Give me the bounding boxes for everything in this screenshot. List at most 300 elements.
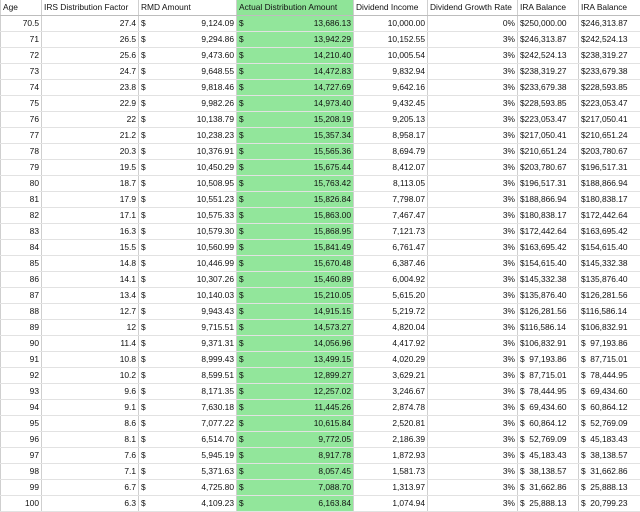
cell-ira-balance-start[interactable]: $ 78,444.95: [518, 384, 579, 400]
cell-actual-distribution[interactable]: [237, 384, 354, 400]
cell-actual-distribution[interactable]: [237, 48, 354, 64]
amount-value: 10,560.99: [197, 240, 234, 255]
cell-irs-factor[interactable]: 9.6: [42, 384, 139, 400]
cell-irs-factor[interactable]: 16.3: [42, 224, 139, 240]
amount-value: 4,725.80: [201, 480, 234, 495]
cell-irs-factor[interactable]: 6.7: [42, 480, 139, 496]
cell-age[interactable]: 81: [1, 192, 42, 208]
currency-symbol: $: [141, 176, 146, 191]
cell-irs-factor[interactable]: 25.6: [42, 48, 139, 64]
cell-irs-factor[interactable]: 24.7: [42, 64, 139, 80]
cell-rmd-amount[interactable]: [139, 272, 237, 288]
cell-ira-balance-end[interactable]: $246,313.87: [579, 16, 640, 32]
cell-dividend-income[interactable]: 10,152.55: [354, 32, 428, 48]
cell-rmd-amount[interactable]: [139, 208, 237, 224]
cell-dividend-growth-rate[interactable]: 3%: [428, 240, 518, 256]
cell-ira-balance-end[interactable]: $238,319.27: [579, 48, 640, 64]
cell-rmd-amount[interactable]: [139, 128, 237, 144]
cell-ira-balance-end[interactable]: $116,586.14: [579, 304, 640, 320]
cell-dividend-growth-rate[interactable]: 3%: [428, 464, 518, 480]
cell-rmd-amount[interactable]: [139, 384, 237, 400]
cell-actual-distribution[interactable]: [237, 160, 354, 176]
amount-value: 4,109.23: [201, 496, 234, 511]
cell-actual-distribution[interactable]: [237, 320, 354, 336]
cell-actual-distribution[interactable]: [237, 304, 354, 320]
cell-ira-balance-start[interactable]: $116,586.14: [518, 320, 579, 336]
cell-age[interactable]: 73: [1, 64, 42, 80]
cell-actual-distribution[interactable]: [237, 464, 354, 480]
cell-dividend-growth-rate[interactable]: 3%: [428, 480, 518, 496]
cell-ira-balance-end[interactable]: $163,695.42: [579, 224, 640, 240]
cell-age[interactable]: 89: [1, 320, 42, 336]
currency-symbol: $: [141, 384, 146, 399]
cell-irs-factor[interactable]: 7.6: [42, 448, 139, 464]
cell-actual-distribution[interactable]: [237, 144, 354, 160]
cell-irs-factor[interactable]: 13.4: [42, 288, 139, 304]
cell-actual-distribution[interactable]: [237, 64, 354, 80]
cell-dividend-growth-rate[interactable]: 3%: [428, 160, 518, 176]
header-dividend-growth-rate[interactable]: Dividend Growth Rate: [428, 0, 518, 16]
cell-irs-factor[interactable]: 19.5: [42, 160, 139, 176]
cell-dividend-income[interactable]: 2,520.81: [354, 416, 428, 432]
cell-age[interactable]: 95: [1, 416, 42, 432]
cell-dividend-growth-rate[interactable]: 3%: [428, 208, 518, 224]
cell-irs-factor[interactable]: 23.8: [42, 80, 139, 96]
cell-irs-factor[interactable]: 17.1: [42, 208, 139, 224]
cell-rmd-amount[interactable]: [139, 64, 237, 80]
cell-age[interactable]: 72: [1, 48, 42, 64]
cell-rmd-amount[interactable]: [139, 96, 237, 112]
cell-actual-distribution[interactable]: [237, 368, 354, 384]
amount-value: 6,514.70: [201, 432, 234, 447]
cell-actual-distribution[interactable]: [237, 416, 354, 432]
cell-ira-balance-start[interactable]: $246,313.87: [518, 32, 579, 48]
currency-symbol: $: [141, 336, 146, 351]
cell-dividend-growth-rate[interactable]: 3%: [428, 176, 518, 192]
amount-value: 9,648.55: [201, 64, 234, 79]
cell-rmd-amount[interactable]: [139, 224, 237, 240]
cell-age[interactable]: 83: [1, 224, 42, 240]
cell-actual-distribution[interactable]: [237, 240, 354, 256]
cell-dividend-growth-rate[interactable]: 3%: [428, 224, 518, 240]
cell-actual-distribution[interactable]: [237, 192, 354, 208]
amount-value: 14,973.40: [314, 96, 351, 111]
cell-dividend-income[interactable]: 1,313.97: [354, 480, 428, 496]
cell-actual-distribution[interactable]: [237, 400, 354, 416]
cell-age[interactable]: 75: [1, 96, 42, 112]
cell-ira-balance-end[interactable]: $242,524.13: [579, 32, 640, 48]
cell-ira-balance-end[interactable]: $ 25,888.13: [579, 480, 640, 496]
currency-symbol: $: [141, 16, 146, 31]
cell-ira-balance-start[interactable]: $ 25,888.13: [518, 496, 579, 512]
cell-rmd-amount[interactable]: [139, 48, 237, 64]
cell-ira-balance-start[interactable]: $223,053.47: [518, 112, 579, 128]
header-age[interactable]: Age: [1, 0, 42, 16]
cell-ira-balance-start[interactable]: $145,332.38: [518, 272, 579, 288]
cell-age[interactable]: 98: [1, 464, 42, 480]
cell-ira-balance-end[interactable]: $172,442.64: [579, 208, 640, 224]
cell-irs-factor[interactable]: 20.3: [42, 144, 139, 160]
cell-dividend-growth-rate[interactable]: 3%: [428, 32, 518, 48]
cell-ira-balance-start[interactable]: $126,281.56: [518, 304, 579, 320]
cell-ira-balance-end[interactable]: $ 38,138.57: [579, 448, 640, 464]
cell-rmd-amount[interactable]: [139, 304, 237, 320]
table-row: [1, 400, 640, 416]
currency-symbol: $: [141, 208, 146, 223]
cell-dividend-income[interactable]: 5,615.20: [354, 288, 428, 304]
cell-ira-balance-start[interactable]: $238,319.27: [518, 64, 579, 80]
cell-dividend-income[interactable]: 1,872.93: [354, 448, 428, 464]
cell-actual-distribution[interactable]: [237, 272, 354, 288]
cell-rmd-amount[interactable]: [139, 432, 237, 448]
cell-dividend-growth-rate[interactable]: 3%: [428, 336, 518, 352]
cell-rmd-amount[interactable]: [139, 16, 237, 32]
cell-rmd-amount[interactable]: [139, 368, 237, 384]
amount-value: 14,056.96: [314, 336, 351, 351]
cell-actual-distribution[interactable]: [237, 112, 354, 128]
amount-value: 15,763.42: [314, 176, 351, 191]
cell-rmd-amount[interactable]: [139, 80, 237, 96]
cell-dividend-income[interactable]: 3,246.67: [354, 384, 428, 400]
cell-irs-factor[interactable]: 8.6: [42, 416, 139, 432]
cell-dividend-growth-rate[interactable]: 3%: [428, 112, 518, 128]
cell-actual-distribution[interactable]: [237, 224, 354, 240]
cell-dividend-growth-rate[interactable]: 3%: [428, 384, 518, 400]
cell-dividend-income[interactable]: 7,798.07: [354, 192, 428, 208]
cell-ira-balance-end[interactable]: $135,876.40: [579, 272, 640, 288]
cell-ira-balance-start[interactable]: $228,593.85: [518, 96, 579, 112]
currency-symbol: $: [141, 80, 146, 95]
cell-irs-factor[interactable]: 15.5: [42, 240, 139, 256]
currency-symbol: $: [141, 448, 146, 463]
cell-age[interactable]: 71: [1, 32, 42, 48]
currency-symbol: $: [239, 304, 244, 319]
amount-value: 14,915.15: [314, 304, 351, 319]
cell-ira-balance-start[interactable]: $163,695.42: [518, 240, 579, 256]
cell-ira-balance-end[interactable]: $154,615.40: [579, 240, 640, 256]
cell-ira-balance-start[interactable]: $ 69,434.60: [518, 400, 579, 416]
cell-ira-balance-start[interactable]: $217,050.41: [518, 128, 579, 144]
amount-value: 7,630.18: [201, 400, 234, 415]
cell-ira-balance-start[interactable]: $188,866.94: [518, 192, 579, 208]
cell-dividend-growth-rate[interactable]: 3%: [428, 416, 518, 432]
currency-symbol: $: [239, 352, 244, 367]
cell-ira-balance-start[interactable]: $ 60,864.12: [518, 416, 579, 432]
cell-ira-balance-start[interactable]: $135,876.40: [518, 288, 579, 304]
cell-dividend-income[interactable]: 2,874.78: [354, 400, 428, 416]
cell-actual-distribution[interactable]: [237, 176, 354, 192]
cell-actual-distribution[interactable]: [237, 352, 354, 368]
cell-age[interactable]: 78: [1, 144, 42, 160]
cell-dividend-growth-rate[interactable]: 3%: [428, 352, 518, 368]
cell-dividend-income[interactable]: 1,581.73: [354, 464, 428, 480]
cell-ira-balance-end[interactable]: $217,050.41: [579, 112, 640, 128]
cell-dividend-growth-rate[interactable]: 3%: [428, 96, 518, 112]
cell-ira-balance-end[interactable]: $ 87,715.01: [579, 352, 640, 368]
cell-dividend-growth-rate[interactable]: 3%: [428, 144, 518, 160]
cell-rmd-amount[interactable]: [139, 176, 237, 192]
cell-age[interactable]: 92: [1, 368, 42, 384]
cell-dividend-growth-rate[interactable]: 3%: [428, 256, 518, 272]
cell-actual-distribution[interactable]: [237, 432, 354, 448]
cell-rmd-amount[interactable]: [139, 32, 237, 48]
cell-dividend-growth-rate[interactable]: 3%: [428, 400, 518, 416]
cell-ira-balance-end[interactable]: $188,866.94: [579, 176, 640, 192]
currency-symbol: $: [239, 416, 244, 431]
cell-dividend-growth-rate[interactable]: 3%: [428, 64, 518, 80]
cell-dividend-growth-rate[interactable]: 3%: [428, 304, 518, 320]
table-row: [1, 176, 640, 192]
cell-ira-balance-end[interactable]: $233,679.38: [579, 64, 640, 80]
cell-ira-balance-end[interactable]: $ 78,444.95: [579, 368, 640, 384]
cell-age[interactable]: 99: [1, 480, 42, 496]
cell-rmd-amount[interactable]: [139, 144, 237, 160]
table-row: [1, 272, 640, 288]
cell-rmd-amount[interactable]: [139, 464, 237, 480]
cell-irs-factor[interactable]: 7.1: [42, 464, 139, 480]
cell-rmd-amount[interactable]: [139, 448, 237, 464]
cell-rmd-amount[interactable]: [139, 400, 237, 416]
cell-age[interactable]: 77: [1, 128, 42, 144]
currency-symbol: $: [141, 352, 146, 367]
cell-dividend-income[interactable]: 6,761.47: [354, 240, 428, 256]
currency-symbol: $: [239, 448, 244, 463]
cell-age[interactable]: 93: [1, 384, 42, 400]
cell-actual-distribution[interactable]: [237, 32, 354, 48]
cell-actual-distribution[interactable]: [237, 128, 354, 144]
cell-actual-distribution[interactable]: [237, 208, 354, 224]
cell-ira-balance-end[interactable]: $106,832.91: [579, 320, 640, 336]
cell-irs-factor[interactable]: 14.8: [42, 256, 139, 272]
header-dividend-income[interactable]: Dividend Income: [354, 0, 428, 16]
cell-dividend-growth-rate[interactable]: 3%: [428, 448, 518, 464]
cell-actual-distribution[interactable]: [237, 336, 354, 352]
cell-ira-balance-start[interactable]: $233,679.38: [518, 80, 579, 96]
cell-dividend-growth-rate[interactable]: 0%: [428, 16, 518, 32]
cell-dividend-growth-rate[interactable]: 3%: [428, 48, 518, 64]
cell-ira-balance-start[interactable]: $196,517.31: [518, 176, 579, 192]
cell-ira-balance-end[interactable]: $ 45,183.43: [579, 432, 640, 448]
cell-age[interactable]: 100: [1, 496, 42, 512]
cell-ira-balance-end[interactable]: $ 69,434.60: [579, 384, 640, 400]
amount-value: 9,715.51: [201, 320, 234, 335]
cell-dividend-income[interactable]: 8,113.05: [354, 176, 428, 192]
cell-dividend-income[interactable]: 6,387.46: [354, 256, 428, 272]
cell-actual-distribution[interactable]: [237, 96, 354, 112]
currency-symbol: $: [141, 400, 146, 415]
cell-dividend-income[interactable]: 4,820.04: [354, 320, 428, 336]
cell-irs-factor[interactable]: 8.1: [42, 432, 139, 448]
cell-ira-balance-start[interactable]: $ 31,662.86: [518, 480, 579, 496]
cell-dividend-income[interactable]: 8,412.07: [354, 160, 428, 176]
amount-value: 5,945.19: [201, 448, 234, 463]
cell-rmd-amount[interactable]: [139, 112, 237, 128]
cell-ira-balance-end[interactable]: $203,780.67: [579, 144, 640, 160]
cell-actual-distribution[interactable]: [237, 80, 354, 96]
table-row: [1, 64, 640, 80]
cell-ira-balance-start[interactable]: $203,780.67: [518, 160, 579, 176]
cell-dividend-income[interactable]: 9,642.16: [354, 80, 428, 96]
cell-irs-factor[interactable]: 6.3: [42, 496, 139, 512]
cell-ira-balance-start[interactable]: $106,832.91: [518, 336, 579, 352]
cell-ira-balance-end[interactable]: $ 20,799.23: [579, 496, 640, 512]
cell-dividend-income[interactable]: 1,074.94: [354, 496, 428, 512]
cell-dividend-growth-rate[interactable]: 3%: [428, 192, 518, 208]
cell-dividend-income[interactable]: 10,000.00: [354, 16, 428, 32]
amount-value: 9,473.60: [201, 48, 234, 63]
cell-age[interactable]: 90: [1, 336, 42, 352]
cell-rmd-amount[interactable]: [139, 352, 237, 368]
cell-ira-balance-end[interactable]: $ 97,193.86: [579, 336, 640, 352]
currency-symbol: $: [141, 144, 146, 159]
cell-dividend-growth-rate[interactable]: 3%: [428, 496, 518, 512]
cell-dividend-growth-rate[interactable]: 3%: [428, 320, 518, 336]
cell-irs-factor[interactable]: 22: [42, 112, 139, 128]
cell-irs-factor[interactable]: 22.9: [42, 96, 139, 112]
cell-dividend-income[interactable]: 8,694.79: [354, 144, 428, 160]
cell-irs-factor[interactable]: 9.1: [42, 400, 139, 416]
table-row: [1, 352, 640, 368]
cell-dividend-income[interactable]: 9,832.94: [354, 64, 428, 80]
currency-symbol: $: [239, 288, 244, 303]
cell-rmd-amount[interactable]: [139, 256, 237, 272]
cell-ira-balance-start[interactable]: $ 97,193.86: [518, 352, 579, 368]
currency-symbol: $: [239, 48, 244, 63]
amount-value: 15,863.00: [314, 208, 351, 223]
cell-dividend-income[interactable]: 5,219.72: [354, 304, 428, 320]
cell-dividend-growth-rate[interactable]: 3%: [428, 272, 518, 288]
cell-irs-factor[interactable]: 12: [42, 320, 139, 336]
cell-dividend-growth-rate[interactable]: 3%: [428, 288, 518, 304]
cell-actual-distribution[interactable]: [237, 16, 354, 32]
cell-ira-balance-end[interactable]: $228,593.85: [579, 80, 640, 96]
cell-ira-balance-end[interactable]: $145,332.38: [579, 256, 640, 272]
amount-value: 9,943.43: [201, 304, 234, 319]
cell-age[interactable]: 76: [1, 112, 42, 128]
cell-rmd-amount[interactable]: [139, 416, 237, 432]
cell-ira-balance-start[interactable]: $210,651.24: [518, 144, 579, 160]
cell-actual-distribution[interactable]: [237, 256, 354, 272]
cell-dividend-income[interactable]: 7,121.73: [354, 224, 428, 240]
cell-age[interactable]: 96: [1, 432, 42, 448]
cell-dividend-growth-rate[interactable]: 3%: [428, 80, 518, 96]
cell-rmd-amount[interactable]: [139, 480, 237, 496]
cell-rmd-amount[interactable]: [139, 288, 237, 304]
cell-irs-factor[interactable]: 17.9: [42, 192, 139, 208]
cell-dividend-income[interactable]: 7,467.47: [354, 208, 428, 224]
cell-ira-balance-end[interactable]: $ 52,769.09: [579, 416, 640, 432]
cell-dividend-income[interactable]: 8,958.17: [354, 128, 428, 144]
cell-ira-balance-end[interactable]: $210,651.24: [579, 128, 640, 144]
cell-rmd-amount[interactable]: [139, 160, 237, 176]
cell-dividend-income[interactable]: 6,004.92: [354, 272, 428, 288]
amount-value: 9,124.09: [201, 16, 234, 31]
cell-ira-balance-end[interactable]: $223,053.47: [579, 96, 640, 112]
cell-dividend-income[interactable]: 4,020.29: [354, 352, 428, 368]
cell-irs-factor[interactable]: 10.8: [42, 352, 139, 368]
cell-age[interactable]: 87: [1, 288, 42, 304]
cell-dividend-income[interactable]: 2,186.39: [354, 432, 428, 448]
cell-rmd-amount[interactable]: [139, 192, 237, 208]
cell-dividend-growth-rate[interactable]: 3%: [428, 432, 518, 448]
cell-dividend-income[interactable]: 9,432.45: [354, 96, 428, 112]
cell-actual-distribution[interactable]: [237, 448, 354, 464]
cell-age[interactable]: 85: [1, 256, 42, 272]
cell-dividend-growth-rate[interactable]: 3%: [428, 368, 518, 384]
cell-ira-balance-start[interactable]: $154,615.40: [518, 256, 579, 272]
cell-irs-factor[interactable]: 18.7: [42, 176, 139, 192]
cell-ira-balance-end[interactable]: $ 60,864.12: [579, 400, 640, 416]
cell-ira-balance-end[interactable]: $ 31,662.86: [579, 464, 640, 480]
currency-symbol: $: [239, 336, 244, 351]
cell-age[interactable]: 82: [1, 208, 42, 224]
amount-value: 15,210.05: [314, 288, 351, 303]
cell-ira-balance-end[interactable]: $196,517.31: [579, 160, 640, 176]
cell-age[interactable]: 94: [1, 400, 42, 416]
cell-rmd-amount[interactable]: [139, 240, 237, 256]
currency-symbol: $: [141, 304, 146, 319]
cell-irs-factor[interactable]: 14.1: [42, 272, 139, 288]
amount-value: 10,140.03: [197, 288, 234, 303]
cell-irs-factor[interactable]: 21.2: [42, 128, 139, 144]
cell-ira-balance-end[interactable]: $180,838.17: [579, 192, 640, 208]
cell-ira-balance-start[interactable]: $ 52,769.09: [518, 432, 579, 448]
cell-irs-factor[interactable]: 11.4: [42, 336, 139, 352]
cell-age[interactable]: 86: [1, 272, 42, 288]
header-ira-balance-end[interactable]: IRA Balance: [579, 0, 640, 16]
cell-age[interactable]: 79: [1, 160, 42, 176]
cell-ira-balance-start[interactable]: $180,838.17: [518, 208, 579, 224]
cell-age[interactable]: 88: [1, 304, 42, 320]
cell-age[interactable]: 80: [1, 176, 42, 192]
cell-dividend-income[interactable]: 9,205.13: [354, 112, 428, 128]
cell-irs-factor[interactable]: 26.5: [42, 32, 139, 48]
cell-irs-factor[interactable]: 27.4: [42, 16, 139, 32]
cell-dividend-growth-rate[interactable]: 3%: [428, 128, 518, 144]
currency-symbol: $: [239, 32, 244, 47]
header-ira-balance-start[interactable]: IRA Balance: [518, 0, 579, 16]
cell-age[interactable]: 74: [1, 80, 42, 96]
cell-dividend-income[interactable]: 3,629.21: [354, 368, 428, 384]
cell-irs-factor[interactable]: 10.2: [42, 368, 139, 384]
header-irs-factor[interactable]: IRS Distribution Factor: [42, 0, 139, 16]
cell-ira-balance-start[interactable]: $172,442.64: [518, 224, 579, 240]
cell-ira-balance-end[interactable]: $126,281.56: [579, 288, 640, 304]
cell-dividend-income[interactable]: 4,417.92: [354, 336, 428, 352]
cell-age[interactable]: 91: [1, 352, 42, 368]
cell-age[interactable]: 84: [1, 240, 42, 256]
amount-value: 9,772.05: [318, 432, 351, 447]
cell-age[interactable]: 70.5: [1, 16, 42, 32]
cell-rmd-amount[interactable]: [139, 320, 237, 336]
cell-ira-balance-start[interactable]: $242,524.13: [518, 48, 579, 64]
cell-ira-balance-start[interactable]: $ 45,183.43: [518, 448, 579, 464]
cell-rmd-amount[interactable]: [139, 336, 237, 352]
cell-age[interactable]: 97: [1, 448, 42, 464]
cell-ira-balance-start[interactable]: $ 38,138.57: [518, 464, 579, 480]
header-rmd-amount[interactable]: RMD Amount: [139, 0, 237, 16]
cell-rmd-amount[interactable]: [139, 496, 237, 512]
cell-dividend-income[interactable]: 10,005.54: [354, 48, 428, 64]
header-actual-distribution[interactable]: Actual Distribution Amount: [237, 0, 354, 16]
cell-actual-distribution[interactable]: [237, 288, 354, 304]
cell-actual-distribution[interactable]: [237, 496, 354, 512]
cell-actual-distribution[interactable]: [237, 480, 354, 496]
cell-irs-factor[interactable]: 12.7: [42, 304, 139, 320]
cell-ira-balance-start[interactable]: $ 87,715.01: [518, 368, 579, 384]
cell-ira-balance-start[interactable]: $250,000.00: [518, 16, 579, 32]
amount-value: 15,460.89: [314, 272, 351, 287]
